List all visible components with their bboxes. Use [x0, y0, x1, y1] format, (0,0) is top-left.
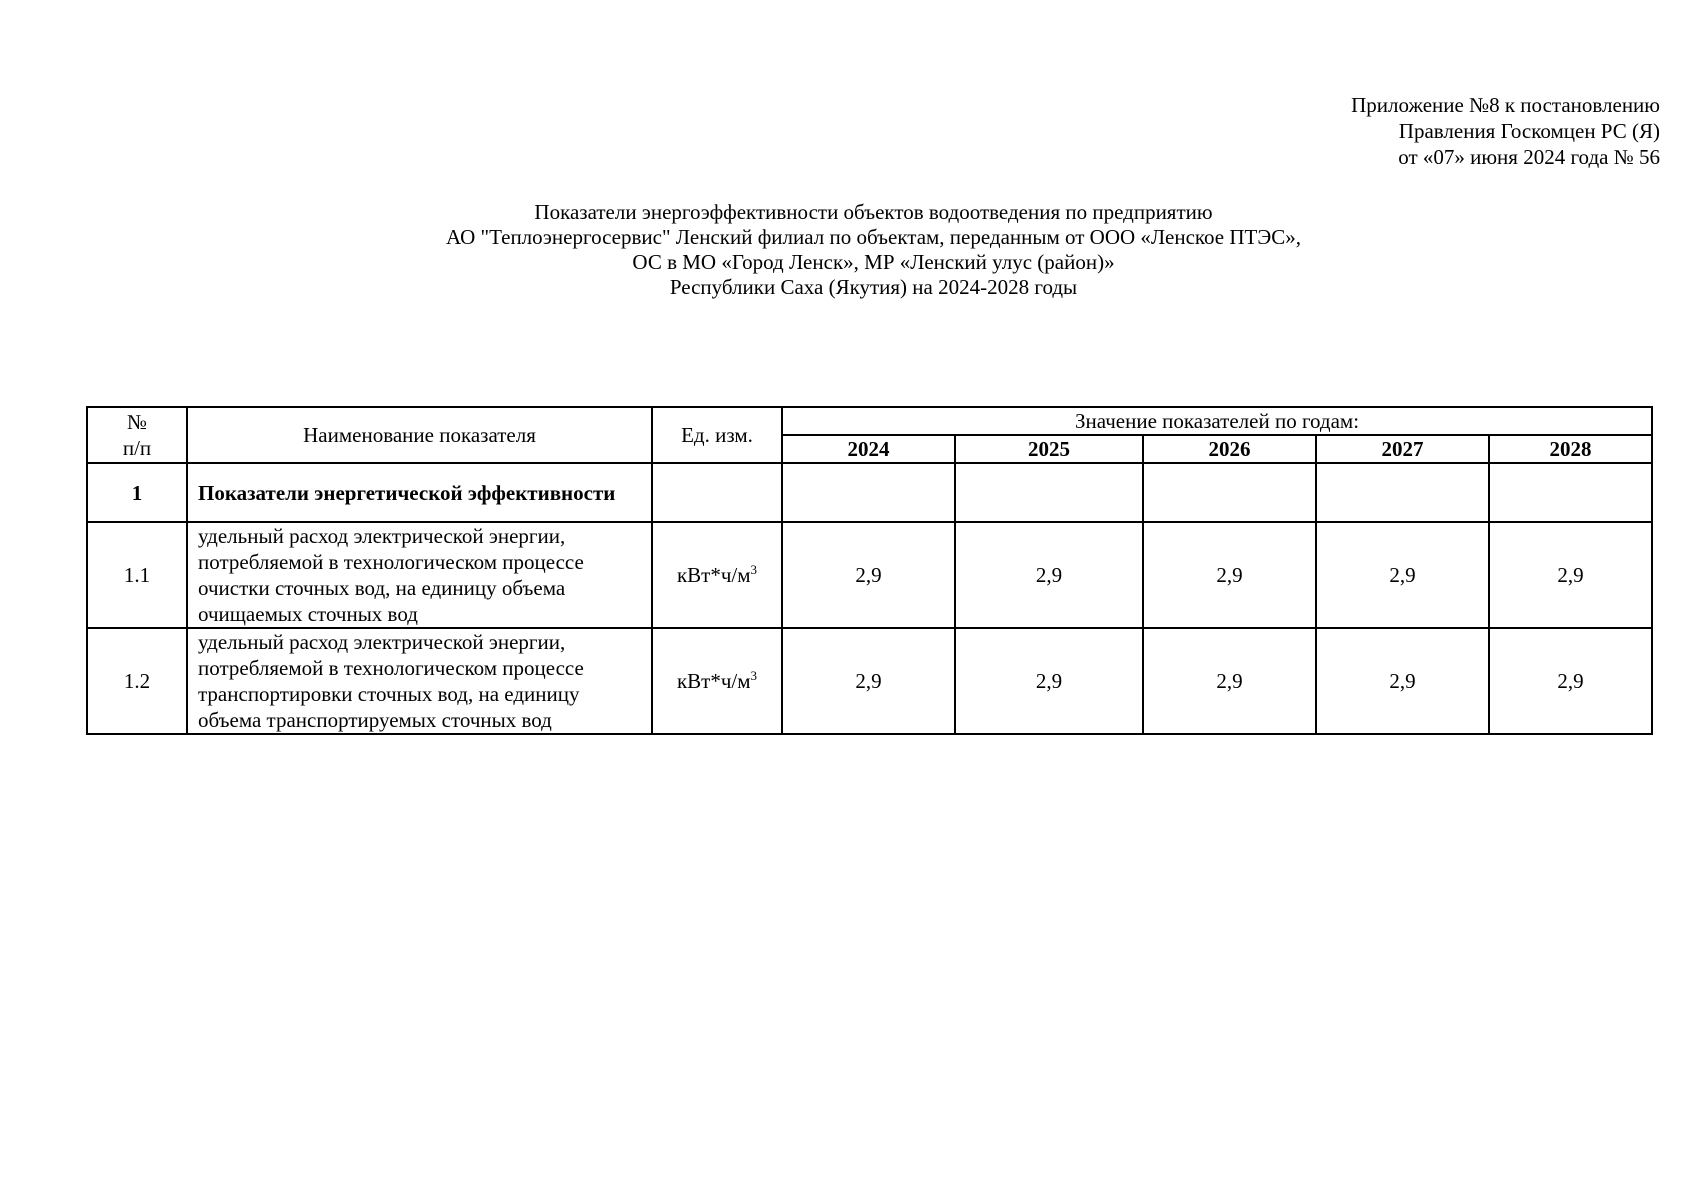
row-value-2025	[955, 463, 1143, 522]
header-year-2025: 2025	[955, 435, 1143, 463]
title-line-2: АО "Теплоэнергосервис" Ленский филиал по объектам, переданным от ООО «Ленское ПТЭС»,	[445, 225, 1301, 249]
appendix-line-2: Правления Госкомцен РС (Я)	[1398, 119, 1660, 143]
row-value-2026	[1143, 463, 1316, 522]
header-row-1	[87, 407, 1652, 435]
row-value-2026: 2,9	[1143, 628, 1316, 734]
title-line-1: Показатели энергоэффективности объектов водоотведения по предприятию	[534, 200, 1213, 224]
title-line-3: ОС в МО «Город Ленск», МР «Ленский улус (район)»	[632, 250, 1115, 274]
unit-base: кВт*ч/м	[676, 563, 751, 587]
appendix-reference	[1351, 92, 1660, 170]
document-title	[0, 200, 1697, 300]
row-unit	[652, 628, 782, 734]
row-value-2024	[782, 463, 955, 522]
header-year-2026: 2026	[1143, 435, 1316, 463]
row-value-2024: 2,9	[782, 628, 955, 734]
row-value-2025: 2,9	[955, 522, 1143, 628]
header-num-line-1: №	[126, 410, 148, 434]
header-year-2028: 2028	[1489, 435, 1652, 463]
row-unit	[652, 522, 782, 628]
header-year-2024: 2024	[782, 435, 955, 463]
unit-superscript: 3	[750, 562, 758, 577]
row-name: удельный расход электрической энергии, потребляемой в технологическом процессе очистки сточных вод, на единицу объема очищаемых сточных вод	[187, 522, 652, 628]
appendix-line-1: Приложение №8 к постановлению	[1351, 93, 1660, 117]
row-value-2028: 2,9	[1489, 522, 1652, 628]
indicators-table	[86, 406, 1653, 735]
row-value-2027: 2,9	[1316, 522, 1489, 628]
row-name: Показатели энергетической эффективности	[187, 463, 652, 522]
header-num-line-2: п/п	[122, 436, 152, 460]
title-line-4: Республики Саха (Якутия) на 2024-2028 годы	[669, 275, 1078, 299]
unit-base: кВт*ч/м	[676, 669, 751, 693]
row-value-2027	[1316, 463, 1489, 522]
row-value-2026: 2,9	[1143, 522, 1316, 628]
table-row	[87, 463, 1652, 522]
header-values-group: Значение показателей по годам:	[782, 407, 1652, 435]
row-value-2028	[1489, 463, 1652, 522]
row-value-2025: 2,9	[955, 628, 1143, 734]
unit-superscript: 3	[750, 668, 758, 683]
row-num: 1	[87, 463, 187, 522]
row-value-2024: 2,9	[782, 522, 955, 628]
row-num: 1.1	[87, 522, 187, 628]
row-value-2028: 2,9	[1489, 628, 1652, 734]
header-year-2027: 2027	[1316, 435, 1489, 463]
table-row	[87, 628, 1652, 734]
appendix-line-3: от «07» июня 2024 года № 56	[1398, 145, 1660, 169]
row-unit	[652, 463, 782, 522]
header-unit: Ед. изм.	[652, 407, 782, 463]
header-num	[87, 407, 187, 463]
row-name: удельный расход электрической энергии, потребляемой в технологическом процессе транспортировки сточных вод, на единицу объема транспортируемых сточных вод	[187, 628, 652, 734]
header-name: Наименование показателя	[187, 407, 652, 463]
table-row	[87, 522, 1652, 628]
row-value-2027: 2,9	[1316, 628, 1489, 734]
row-num: 1.2	[87, 628, 187, 734]
